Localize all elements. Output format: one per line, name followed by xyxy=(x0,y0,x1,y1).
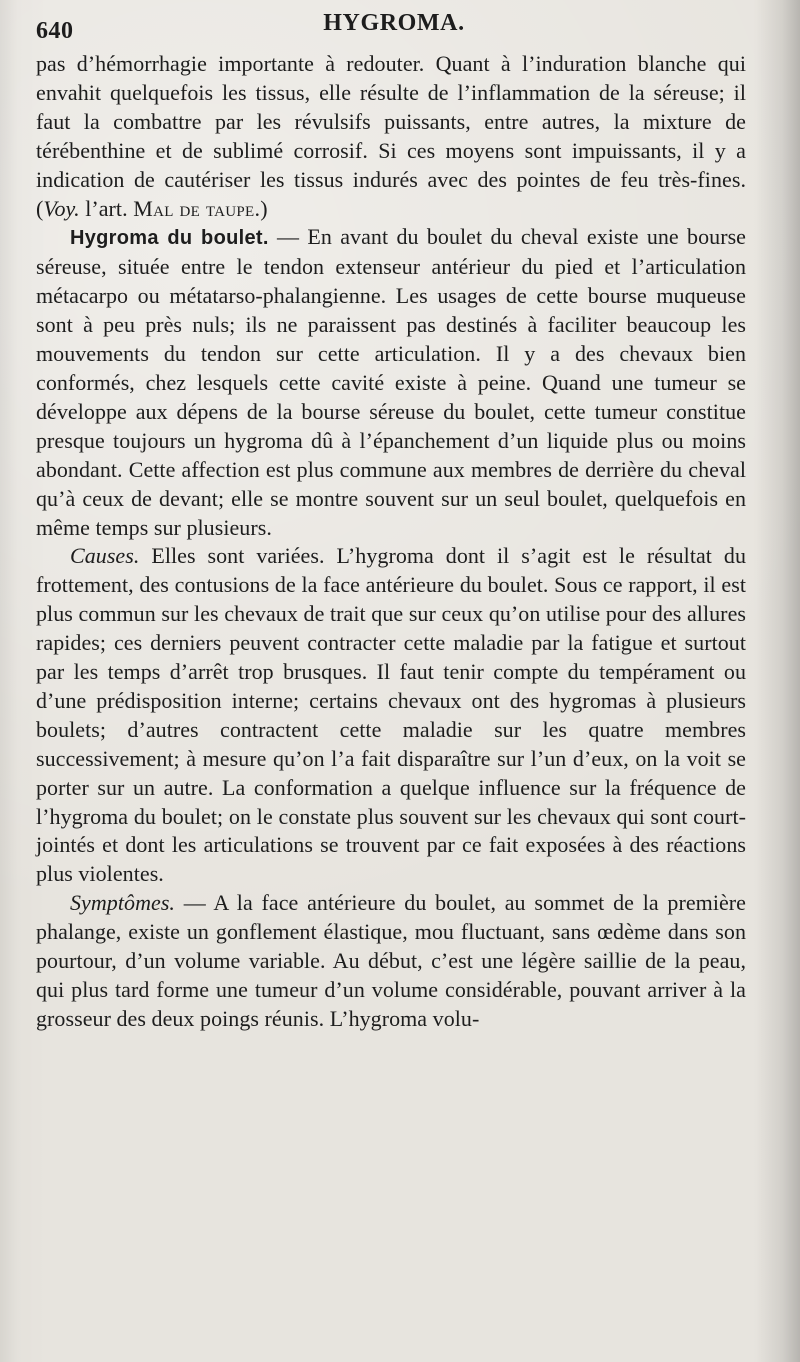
scan-left-shadow xyxy=(0,0,18,1362)
causes-body: Elles sont variées. L’hygroma dont il s’agit est le résultat du frottement, des contusions de la face antérieure du boulet. Sous ce rapport, il est plus commun sur les chevaux de trait que sur ceux qu’on utilise pour des allures rapides; ces derniers peuvent contracter cette maladie par la fatigue et surtout par les temps d’arrêt trop brusques. Il faut tenir compte du tempérament ou d’une prédisposition interne; certains chevaux ont des hygromas à plusieurs boulets; d’autres contractent cette maladie sur les quatre membres successivement; à mesure qu’on l’a fait disparaître sur l’un d’eux, on la voit se porter sur un autre. La conformation a quelque influence sur la fréquence de l’hygroma du boulet; on le constate plus souvent sur les chevaux qui sont court-jointés et dont les articulations se trouvent par ce fait exposées à des réactions plus violentes. xyxy=(36,543,746,887)
page-header xyxy=(28,10,760,44)
reference-voy: Voy. xyxy=(43,195,80,221)
running-title: HYGROMA. xyxy=(323,10,465,36)
reference-close: ) xyxy=(260,195,268,221)
reference-title: Mal de taupe. xyxy=(133,195,261,221)
entry-body: — En avant du boulet du cheval existe une bourse séreuse, située entre le tendon extenseur antérieur du pied et l’articulation métacarpo ou métatarso-phalangienne. Les usages de cette bourse muqueuse sont à peu près nuls; ils ne paraissent pas destinés à faciliter beaucoup les mouvements du tendon sur cette articulation. Il y a des chevaux bien conformés, chez lesquels cette cavité existe à peine. Quand une tumeur se développe aux dépens de la bourse séreuse du boulet, cette tumeur constitue presque toujours un hygroma dû à l’épanchement d’un liquide plus ou moins abondant. Cette affection est plus commune aux membres de derrière du cheval qu’à ceux de devant; elle se montre souvent sur un seul boulet, quelquefois en même temps sur plusieurs. xyxy=(36,224,746,540)
symptomes-body: — A la face antérieure du boulet, au sommet de la première phalange, existe un gonflement élastique, mou fluctuant, sans œdème dans son pourtour, d’un volume variable. Au début, c’est une légère saillie de la peau, qui plus tard forme une tumeur d’un volume considérable, pouvant arriver à la grosseur des deux poings réunis. L’hygroma volu- xyxy=(36,890,746,1031)
paragraph-intro xyxy=(36,50,746,223)
paragraph-hygroma-boulet xyxy=(36,223,746,542)
causes-label: Causes. xyxy=(70,543,140,569)
page-number: 640 xyxy=(36,18,74,44)
symptomes-label: Symptômes. xyxy=(70,890,175,916)
scan-right-shadow xyxy=(756,0,800,1362)
paragraph-symptomes xyxy=(36,889,746,1034)
main-text xyxy=(36,50,746,1034)
reference-open: ( xyxy=(36,195,44,221)
intro-text: pas d’hémorrhagie importante à redouter. Quant à l’induration blanche qui envahit quelquefois les tissus, elle résulte de l’inflammation de la séreuse; il faut la combattre par les révulsifs puissants, entre autres, la mixture de térébenthine et de sublimé corrosif. Si ces moyens sont impuissants, il y a indication de cautériser les tissus indurés avec des pointes de feu très-fines. xyxy=(36,51,746,192)
entry-title: Hygroma du boulet. xyxy=(70,227,269,250)
reference-middle: l’art. xyxy=(79,195,134,221)
paragraph-causes xyxy=(36,542,746,889)
